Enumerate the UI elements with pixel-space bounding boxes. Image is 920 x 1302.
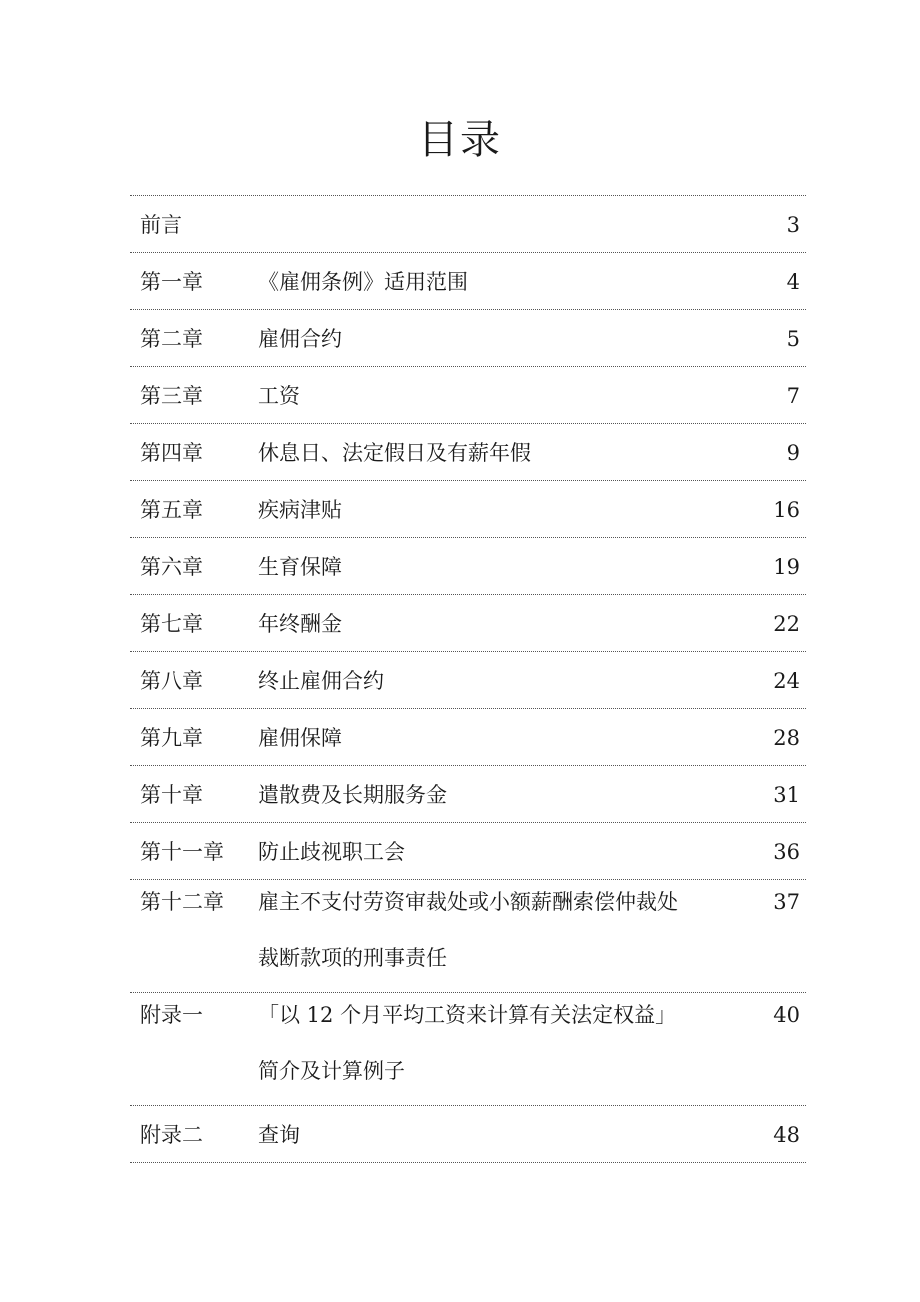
toc-row-preface[interactable] (130, 196, 806, 253)
toc-row-chapter-8[interactable] (130, 652, 806, 709)
toc-entry-label: 第八章 (140, 669, 203, 693)
toc-entry-title: 休息日、法定假日及有薪年假 (258, 441, 531, 465)
toc-entry-page: 4 (786, 270, 800, 294)
toc-row-chapter-3[interactable] (130, 367, 806, 424)
toc-entry-label: 第四章 (140, 441, 203, 465)
toc-entry-title: 雇主不支付劳资审裁处或小额薪酬索偿仲裁处 (258, 890, 678, 914)
toc-entry-page: 19 (773, 555, 800, 579)
toc-row-chapter-2[interactable] (130, 310, 806, 367)
toc-row-chapter-4[interactable] (130, 424, 806, 481)
toc-entry-label: 第六章 (140, 555, 203, 579)
toc-row-chapter-7[interactable] (130, 595, 806, 652)
toc-entry-title: 疾病津贴 (258, 498, 342, 522)
toc-entry-page: 31 (773, 783, 800, 807)
toc-row-chapter-5[interactable] (130, 481, 806, 538)
toc-entry-label: 第一章 (140, 270, 203, 294)
toc-entry-title: 工资 (258, 384, 300, 408)
toc-entry-label: 第十章 (140, 783, 203, 807)
toc-row-chapter-6[interactable] (130, 538, 806, 595)
toc-entry-label: 第五章 (140, 498, 203, 522)
toc-row-chapter-11[interactable] (130, 823, 806, 880)
toc-entry-title: 生育保障 (258, 555, 342, 579)
toc-entry-page: 7 (786, 384, 800, 408)
toc-row-chapter-1[interactable] (130, 253, 806, 310)
toc-entry-page: 48 (773, 1123, 800, 1147)
toc-row-chapter-10[interactable] (130, 766, 806, 823)
toc-entry-label: 第十一章 (140, 840, 224, 864)
toc-row-chapter-12[interactable] (130, 880, 806, 993)
toc-entry-title: 防止歧视职工会 (258, 840, 405, 864)
toc-entry-page: 37 (773, 890, 800, 914)
toc-entry-title-line2: 简介及计算例子 (258, 1059, 405, 1083)
toc-entry-title: 终止雇佣合约 (258, 669, 384, 693)
toc-row-appendix-2[interactable] (130, 1106, 806, 1163)
toc-entry-title: 雇佣保障 (258, 726, 342, 750)
toc-entry-page: 5 (786, 327, 800, 351)
toc-entry-page: 22 (773, 612, 800, 636)
toc-entry-label: 附录二 (140, 1123, 203, 1147)
toc-entry-page: 36 (773, 840, 800, 864)
toc-entry-label: 第九章 (140, 726, 203, 750)
toc-entry-title: 查询 (258, 1123, 300, 1147)
toc-entry-label: 前言 (140, 213, 182, 237)
toc-entry-page: 3 (786, 213, 800, 237)
toc-entry-title: 雇佣合约 (258, 327, 342, 351)
toc-entry-label: 第三章 (140, 384, 203, 408)
toc-entry-title: 遣散费及长期服务金 (258, 783, 447, 807)
toc-entry-label: 第七章 (140, 612, 203, 636)
toc-entry-label: 第十二章 (140, 890, 224, 914)
toc-entry-title: 年终酬金 (258, 612, 342, 636)
toc-row-chapter-9[interactable] (130, 709, 806, 766)
toc-entry-page: 16 (773, 498, 800, 522)
page-title: 目录 (418, 117, 502, 163)
toc-entry-title: 《雇佣条例》适用范围 (258, 270, 468, 294)
table-of-contents (130, 195, 806, 1163)
toc-entry-title: 「以 12 个月平均工资来计算有关法定权益」 (258, 1003, 677, 1027)
toc-entry-label: 附录一 (140, 1003, 203, 1027)
toc-entry-page: 40 (773, 1003, 800, 1027)
toc-entry-page: 9 (786, 441, 800, 465)
toc-entry-page: 24 (773, 669, 800, 693)
toc-entry-title-line2: 裁断款项的刑事责任 (258, 946, 447, 970)
toc-entry-page: 28 (773, 726, 800, 750)
toc-entry-label: 第二章 (140, 327, 203, 351)
toc-row-appendix-1[interactable] (130, 993, 806, 1106)
